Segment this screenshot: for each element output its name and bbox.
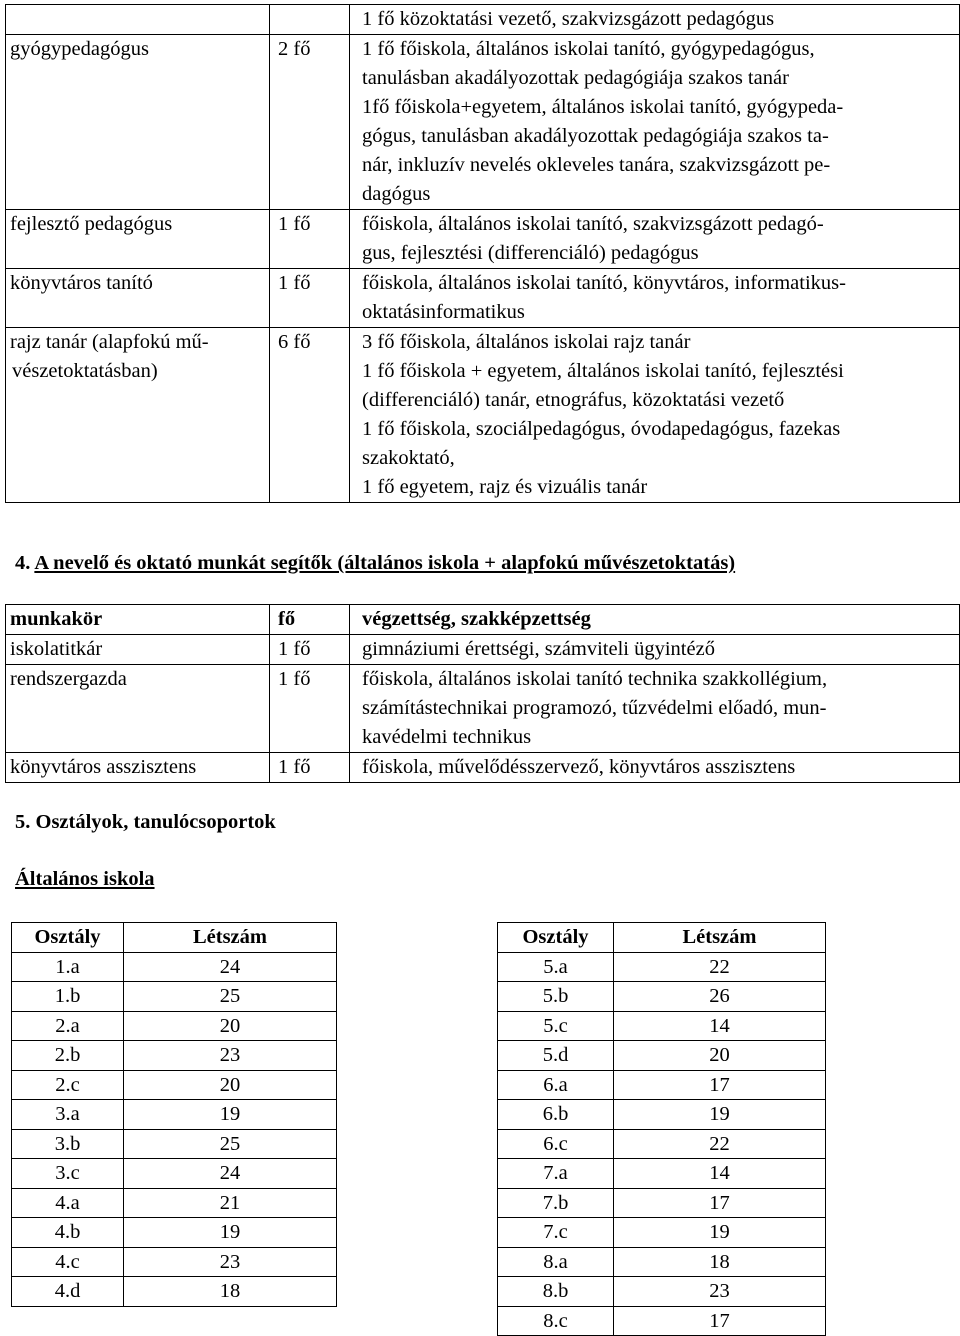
table-row <box>6 635 960 665</box>
cell-class: 2.c <box>12 1070 124 1100</box>
table-row <box>498 982 826 1012</box>
cell-count <box>270 5 350 35</box>
table-row <box>6 328 960 503</box>
cell-class: 2.b <box>12 1041 124 1071</box>
cell-role: fejlesztő pedagógus <box>6 210 270 269</box>
table-row <box>498 1041 826 1071</box>
role-line: rajz tanár (alapfokú mű- <box>10 331 209 353</box>
cell-headcount: 25 <box>124 982 337 1012</box>
cell-class: 2.a <box>12 1011 124 1041</box>
qualification-line: 1 fő főiskola, általános iskolai tanító, gyógypedagógus, <box>362 38 815 60</box>
table-header-row <box>6 605 960 635</box>
class-table-grades-1-4 <box>11 922 337 1307</box>
table-row <box>6 665 960 753</box>
cell-class: 7.a <box>498 1159 614 1189</box>
cell-count: 1 fő <box>270 269 350 328</box>
cell-count: 1 fő <box>270 635 350 665</box>
qualification-line: gógus, tanulásban akadályozottak pedagógiája szakos ta- <box>362 125 829 147</box>
header-role: munkakör <box>6 605 270 635</box>
cell-role: könyvtáros asszisztens <box>6 753 270 783</box>
cell-count: 1 fő <box>270 210 350 269</box>
table-row <box>12 952 337 982</box>
table-row <box>12 1188 337 1218</box>
table-row <box>498 1188 826 1218</box>
staff-table <box>5 4 960 503</box>
table-row <box>12 1159 337 1189</box>
cell-qualification <box>350 665 960 753</box>
cell-headcount: 19 <box>124 1218 337 1248</box>
qualification-line: gus, fejlesztési (differenciáló) pedagógus <box>362 242 699 264</box>
cell-headcount: 19 <box>124 1100 337 1130</box>
cell-headcount: 20 <box>614 1041 826 1071</box>
qualification-line: főiskola, általános iskolai tanító, szakvizsgázott pedagó- <box>362 213 824 235</box>
header-class: Osztály <box>498 923 614 953</box>
cell-headcount: 17 <box>614 1188 826 1218</box>
cell-headcount: 17 <box>614 1306 826 1336</box>
table-row <box>6 35 960 210</box>
subtitle-text: Általános iskola <box>15 868 155 890</box>
table-row <box>498 1129 826 1159</box>
cell-class: 8.b <box>498 1277 614 1307</box>
qualification-line: kavédelmi technikus <box>362 726 532 748</box>
table-row <box>12 1100 337 1130</box>
cell-headcount: 22 <box>614 952 826 982</box>
qualification-line: oktatásinformatikus <box>362 301 525 323</box>
qualification-line: szakoktató, <box>362 447 455 469</box>
cell-class: 7.c <box>498 1218 614 1248</box>
cell-class: 4.d <box>12 1277 124 1307</box>
qualification-line: 1 fő egyetem, rajz és vizuális tanár <box>362 476 648 498</box>
cell-class: 5.c <box>498 1011 614 1041</box>
table-row <box>12 1129 337 1159</box>
qualification-line: 1 fő közoktatási vezető, szakvizsgázott pedagógus <box>362 8 775 30</box>
cell-class: 4.a <box>12 1188 124 1218</box>
cell-class: 3.a <box>12 1100 124 1130</box>
header-count: fő <box>270 605 350 635</box>
cell-class: 8.a <box>498 1247 614 1277</box>
cell-role: iskolatitkár <box>6 635 270 665</box>
cell-qualification <box>350 753 960 783</box>
support-staff-table <box>5 604 960 783</box>
cell-headcount: 18 <box>124 1277 337 1307</box>
role-line: vészetoktatásban) <box>12 360 158 382</box>
cell-class: 1.a <box>12 952 124 982</box>
cell-headcount: 26 <box>614 982 826 1012</box>
cell-headcount: 19 <box>614 1218 826 1248</box>
table-row <box>498 1218 826 1248</box>
qualification-line: gimnáziumi érettségi, számviteli ügyintéző <box>362 638 715 660</box>
qualification-line: dagógus <box>362 183 431 205</box>
table-row <box>498 1011 826 1041</box>
cell-class: 5.a <box>498 952 614 982</box>
cell-headcount: 22 <box>614 1129 826 1159</box>
qualification-line: 1 fő főiskola, szociálpedagógus, óvodapedagógus, fazekas <box>362 418 841 440</box>
cell-role <box>6 328 270 503</box>
cell-count: 1 fő <box>270 665 350 753</box>
section-5-subtitle <box>15 865 155 893</box>
cell-headcount: 20 <box>124 1011 337 1041</box>
cell-class: 3.b <box>12 1129 124 1159</box>
table-header-row <box>12 923 337 953</box>
table-row <box>6 753 960 783</box>
cell-headcount: 23 <box>124 1041 337 1071</box>
header-headcount: Létszám <box>614 923 826 953</box>
section-4-number: 4. <box>15 552 31 574</box>
cell-qualification <box>350 35 960 210</box>
cell-class: 6.c <box>498 1129 614 1159</box>
cell-role: gyógypedagógus <box>6 35 270 210</box>
qualification-line: tanulásban akadályozottak pedagógiája szakos tanár <box>362 67 789 89</box>
qualification-line: számítástechnikai programozó, tűzvédelmi előadó, mun- <box>362 697 827 719</box>
qualification-line: 3 fő főiskola, általános iskolai rajz tanár <box>362 331 691 353</box>
cell-role: könyvtáros tanító <box>6 269 270 328</box>
cell-class: 8.c <box>498 1306 614 1336</box>
table-row <box>498 1247 826 1277</box>
table-row <box>498 1100 826 1130</box>
table-row <box>12 1218 337 1248</box>
table-row <box>12 1070 337 1100</box>
cell-headcount: 24 <box>124 1159 337 1189</box>
cell-class: 4.b <box>12 1218 124 1248</box>
qualification-line: főiskola, általános iskolai tanító technika szakkollégium, <box>362 668 828 690</box>
table-row <box>498 1277 826 1307</box>
table-row <box>12 982 337 1012</box>
cell-class: 6.b <box>498 1100 614 1130</box>
cell-headcount: 24 <box>124 952 337 982</box>
cell-headcount: 14 <box>614 1011 826 1041</box>
table-header-row <box>498 923 826 953</box>
cell-class: 6.a <box>498 1070 614 1100</box>
cell-headcount: 19 <box>614 1100 826 1130</box>
table-row <box>6 210 960 269</box>
cell-headcount: 17 <box>614 1070 826 1100</box>
table-row <box>12 1247 337 1277</box>
cell-headcount: 25 <box>124 1129 337 1159</box>
table-row <box>498 952 826 982</box>
cell-count: 6 fő <box>270 328 350 503</box>
cell-class: 5.d <box>498 1041 614 1071</box>
qualification-line: nár, inkluzív nevelés okleveles tanára, szakvizsgázott pe- <box>362 154 831 176</box>
class-table-grades-5-8 <box>497 922 826 1336</box>
cell-class: 7.b <box>498 1188 614 1218</box>
qualification-line: főiskola, általános iskolai tanító, könyvtáros, informatikus- <box>362 272 846 294</box>
table-row <box>12 1011 337 1041</box>
cell-class: 1.b <box>12 982 124 1012</box>
cell-qualification <box>350 269 960 328</box>
cell-qualification <box>350 210 960 269</box>
table-row <box>498 1306 826 1336</box>
cell-headcount: 20 <box>124 1070 337 1100</box>
cell-headcount: 23 <box>614 1277 826 1307</box>
section-4-heading <box>15 549 735 577</box>
cell-class: 5.b <box>498 982 614 1012</box>
section-5-title: 5. Osztályok, tanulócsoportok <box>15 811 276 833</box>
header-qualification: végzettség, szakképzettség <box>350 605 960 635</box>
cell-count: 2 fő <box>270 35 350 210</box>
header-class: Osztály <box>12 923 124 953</box>
cell-count: 1 fő <box>270 753 350 783</box>
cell-role <box>6 5 270 35</box>
cell-headcount: 23 <box>124 1247 337 1277</box>
cell-qualification <box>350 328 960 503</box>
cell-role: rendszergazda <box>6 665 270 753</box>
header-headcount: Létszám <box>124 923 337 953</box>
table-row <box>12 1041 337 1071</box>
cell-headcount: 14 <box>614 1159 826 1189</box>
qualification-line: 1 fő főiskola + egyetem, általános iskolai tanító, fejlesztési <box>362 360 844 382</box>
qualification-line: (differenciáló) tanár, etnográfus, közoktatási vezető <box>362 389 785 411</box>
table-row <box>6 269 960 328</box>
qualification-line: 1fő főiskola+egyetem, általános iskolai tanító, gyógypeda- <box>362 96 844 118</box>
section-4-title: A nevelő és oktató munkát segítők (általános iskola + alapfokú művészetoktatás) <box>34 552 736 574</box>
cell-qualification <box>350 635 960 665</box>
cell-qualification <box>350 5 960 35</box>
qualification-line: főiskola, művelődésszervező, könyvtáros asszisztens <box>362 756 796 778</box>
table-row <box>6 5 960 35</box>
cell-class: 3.c <box>12 1159 124 1189</box>
table-row <box>498 1159 826 1189</box>
cell-class: 4.c <box>12 1247 124 1277</box>
cell-headcount: 18 <box>614 1247 826 1277</box>
cell-headcount: 21 <box>124 1188 337 1218</box>
table-row <box>12 1277 337 1307</box>
table-row <box>498 1070 826 1100</box>
